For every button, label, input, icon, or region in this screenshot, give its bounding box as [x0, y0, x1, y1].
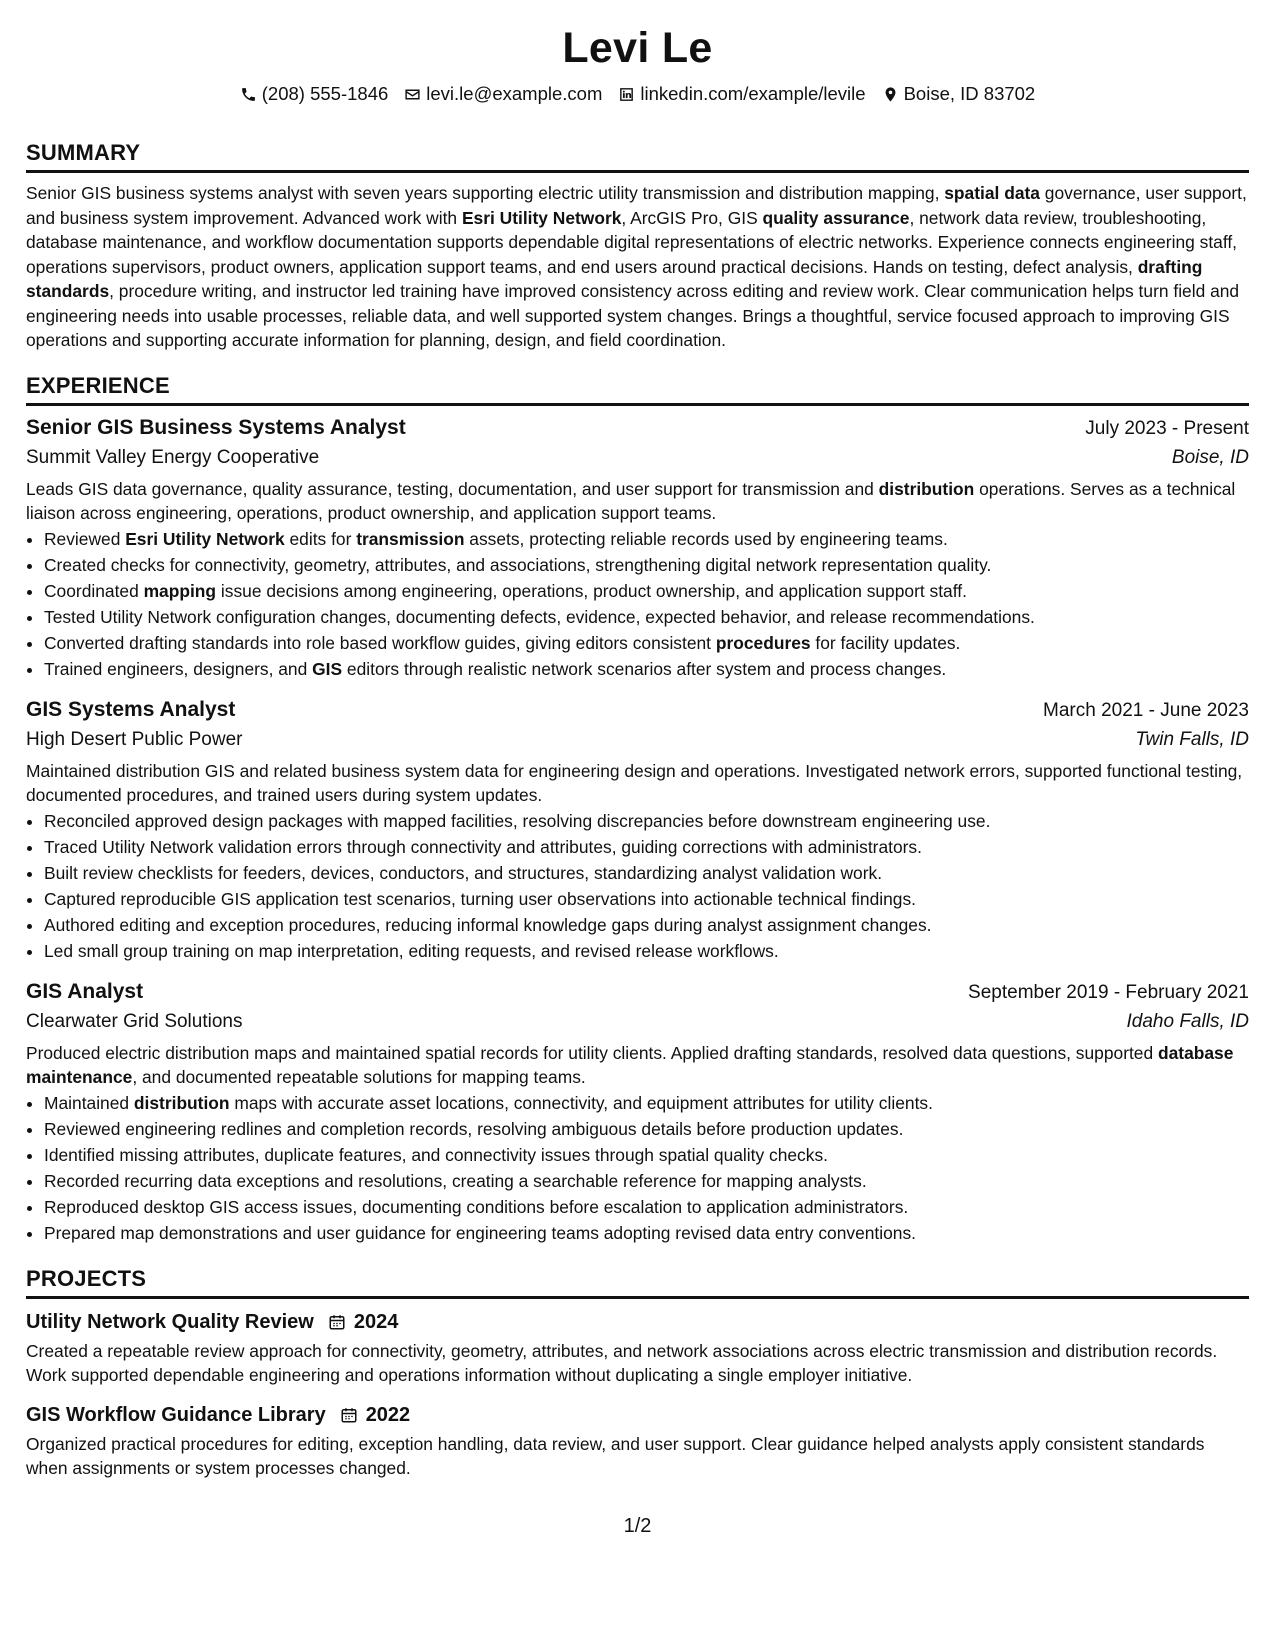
job-description: Maintained distribution GIS and related business system data for engineering design and operations. Investigated network errors, supported functional testing, documented procedures, and trained users during system updates. [26, 760, 1243, 805]
job-location: Idaho Falls, ID [1126, 1010, 1249, 1032]
bold-keyword: database maintenance [26, 1042, 1234, 1087]
job-dates: March 2021 - June 2023 [1043, 699, 1249, 721]
job-bullet: • Led small group training on map interpretation, editing requests, and revised release workflows. [44, 938, 1249, 964]
calendar-icon [328, 1313, 346, 1331]
job-header-row [26, 414, 1249, 443]
project-description: Created a repeatable review approach for connectivity, geometry, attributes, and network associations across electric transmission and distribution records. Work supported dependable engineering and operations information without duplicating a single employer initiative. [26, 1340, 1218, 1385]
job-bullets [26, 526, 1249, 682]
job-bullet: • Prepared map demonstrations and user guidance for engineering teams adopting revised data entry conventions. [44, 1220, 1249, 1246]
bold-keyword: spatial data [944, 183, 1040, 203]
contact-bar [26, 82, 1249, 106]
project-year: 2024 [353, 1310, 399, 1333]
job-sub-row [26, 443, 1249, 473]
bold-keyword: mapping [143, 580, 217, 601]
job-bullets [26, 808, 1249, 964]
linkedin-text: linkedin.com/example/levile [640, 83, 866, 104]
job-header-row [26, 696, 1249, 725]
job-title: Senior GIS Business Systems Analyst [26, 415, 406, 439]
experience-heading: EXPERIENCE [26, 373, 1249, 406]
job-bullets [26, 1090, 1249, 1246]
job-dates: September 2019 - February 2021 [968, 981, 1249, 1003]
page-number: 1/2 [623, 1515, 652, 1537]
job-company: Clearwater Grid Solutions [26, 1010, 243, 1032]
linkedin-icon [618, 86, 635, 103]
job-bullet: • Trained engineers, designers, and GIS editors through realistic network scenarios after system and process changes. [44, 656, 1249, 682]
job-company: High Desert Public Power [26, 728, 243, 750]
job-title: GIS Systems Analyst [26, 697, 236, 721]
contact-linkedin[interactable] [618, 82, 865, 106]
job-bullet: • Created checks for connectivity, geometry, attributes, and associations, strengthening digital network representation quality. [44, 552, 1249, 578]
project-entry [26, 1307, 1249, 1388]
contact-location [882, 82, 1036, 106]
candidate-name: Levi Le [562, 24, 713, 72]
experience-list [26, 414, 1249, 1246]
projects-section [26, 1266, 1249, 1481]
job-header-row [26, 978, 1249, 1007]
map-pin-icon [882, 86, 899, 103]
project-name: Utility Network Quality Review [26, 1310, 314, 1333]
resume-page [26, 22, 1249, 1481]
job-title: GIS Analyst [26, 979, 144, 1003]
job-bullet: • Built review checklists for feeders, devices, conductors, and structures, standardizing analyst validation work. [44, 860, 1249, 886]
job-entry [26, 696, 1249, 964]
job-company: Summit Valley Energy Cooperative [26, 446, 320, 468]
project-year: 2022 [365, 1403, 411, 1426]
phone-icon [240, 86, 257, 103]
bold-keyword: drafting standards [26, 256, 1203, 301]
projects-heading: PROJECTS [26, 1266, 1249, 1299]
bold-keyword: GIS [312, 658, 343, 679]
job-bullet: • Reviewed engineering redlines and completion records, resolving ambiguous details before production updates. [44, 1116, 1249, 1142]
bold-keyword: procedures [715, 632, 811, 653]
job-entry [26, 414, 1249, 682]
bold-keyword: distribution [878, 478, 975, 499]
bold-keyword: distribution [133, 1092, 230, 1113]
projects-list [26, 1307, 1249, 1481]
job-bullet: • Captured reproducible GIS application test scenarios, turning user observations into actionable technical findings. [44, 886, 1249, 912]
job-bullet: • Coordinated mapping issue decisions among engineering, operations, product ownership, and application support staff. [44, 578, 1249, 604]
job-description: Produced electric distribution maps and maintained spatial records for utility clients. Applied drafting standards, resolved data questions, supported database maintenance, and documented repeatable solutions for mapping teams. [26, 1042, 1234, 1087]
bold-keyword: Esri Utility Network [125, 528, 285, 549]
project-header [26, 1307, 1249, 1337]
job-dates: July 2023 - Present [1085, 417, 1249, 439]
email-text: levi.le@example.com [426, 83, 603, 104]
contact-phone [240, 82, 389, 106]
job-bullet: • Recorded recurring data exceptions and resolutions, creating a searchable reference for mapping analysts. [44, 1168, 1249, 1194]
job-bullet: • Tested Utility Network configuration changes, documenting defects, evidence, expected behavior, and release recommendations. [44, 604, 1249, 630]
job-bullet: • Traced Utility Network validation errors through connectivity and attributes, guiding corrections with administrators. [44, 834, 1249, 860]
project-name: GIS Workflow Guidance Library [26, 1403, 326, 1426]
bold-keyword: quality assurance [762, 207, 910, 228]
summary-section [26, 140, 1249, 353]
job-bullet: • Reviewed Esri Utility Network edits for transmission assets, protecting reliable records used by engineering teams. [44, 526, 1249, 552]
job-bullet: • Reconciled approved design packages with mapped facilities, resolving discrepancies before downstream engineering use. [44, 808, 1249, 834]
job-bullet: • Authored editing and exception procedures, reducing informal knowledge gaps during analyst assignment changes. [44, 912, 1249, 938]
project-description: Organized practical procedures for editing, exception handling, data review, and user support. Clear guidance helped analysts apply consistent standards when assignments or system processes changed. [26, 1433, 1205, 1478]
summary-heading: SUMMARY [26, 140, 1249, 173]
bold-keyword: transmission [356, 528, 465, 549]
job-entry [26, 978, 1249, 1246]
job-location: Boise, ID [1171, 446, 1249, 468]
job-sub-row [26, 725, 1249, 755]
job-bullet: • Identified missing attributes, duplicate features, and connectivity issues through spatial quality checks. [44, 1142, 1249, 1168]
job-bullet: • Converted drafting standards into role based workflow guides, giving editors consistent procedures for facility updates. [44, 630, 1249, 656]
project-entry [26, 1400, 1249, 1481]
job-sub-row [26, 1007, 1249, 1037]
envelope-icon [404, 86, 421, 103]
job-location: Twin Falls, ID [1135, 728, 1249, 750]
experience-section [26, 373, 1249, 1246]
summary-text: Senior GIS business systems analyst with seven years supporting electric utility transmission and distribution mapping, spatial data governance, user support, and business system improvement. Advanced work with Esri Utility Network, ArcGIS Pro, GIS quality assurance, network data review, troubleshooting, database maintenance, and workflow documentation supports dependable digital representations of electric networks. Experience connects engineering staff, operations supervisors, product owners, application support teams, and end users around practical decisions. Hands on testing, defect analysis, drafting standards, procedure writing, and instructor led training have improved consistency across editing and review work. Clear communication helps turn field and engineering needs into usable processes, reliable data, and well supported system changes. Brings a thoughtful, service focused approach to improving GIS operations and supporting accurate information for planning, design, and field coordination. [26, 183, 1247, 350]
phone-text: (208) 555-1846 [261, 83, 389, 104]
job-description: Leads GIS data governance, quality assurance, testing, documentation, and user support for transmission and distribution operations. Serves as a technical liaison across engineering, operations, product ownership, and application support teams. [26, 478, 1236, 523]
location-text: Boise, ID 83702 [903, 83, 1036, 104]
calendar-icon [340, 1406, 358, 1424]
job-bullet: • Reproduced desktop GIS access issues, documenting conditions before escalation to application administrators. [44, 1194, 1249, 1220]
contact-email[interactable] [404, 82, 602, 106]
project-header [26, 1400, 1249, 1430]
bold-keyword: Esri Utility Network [461, 207, 622, 228]
job-bullet: • Maintained distribution maps with accurate asset locations, connectivity, and equipment attributes for utility clients. [44, 1090, 1249, 1116]
